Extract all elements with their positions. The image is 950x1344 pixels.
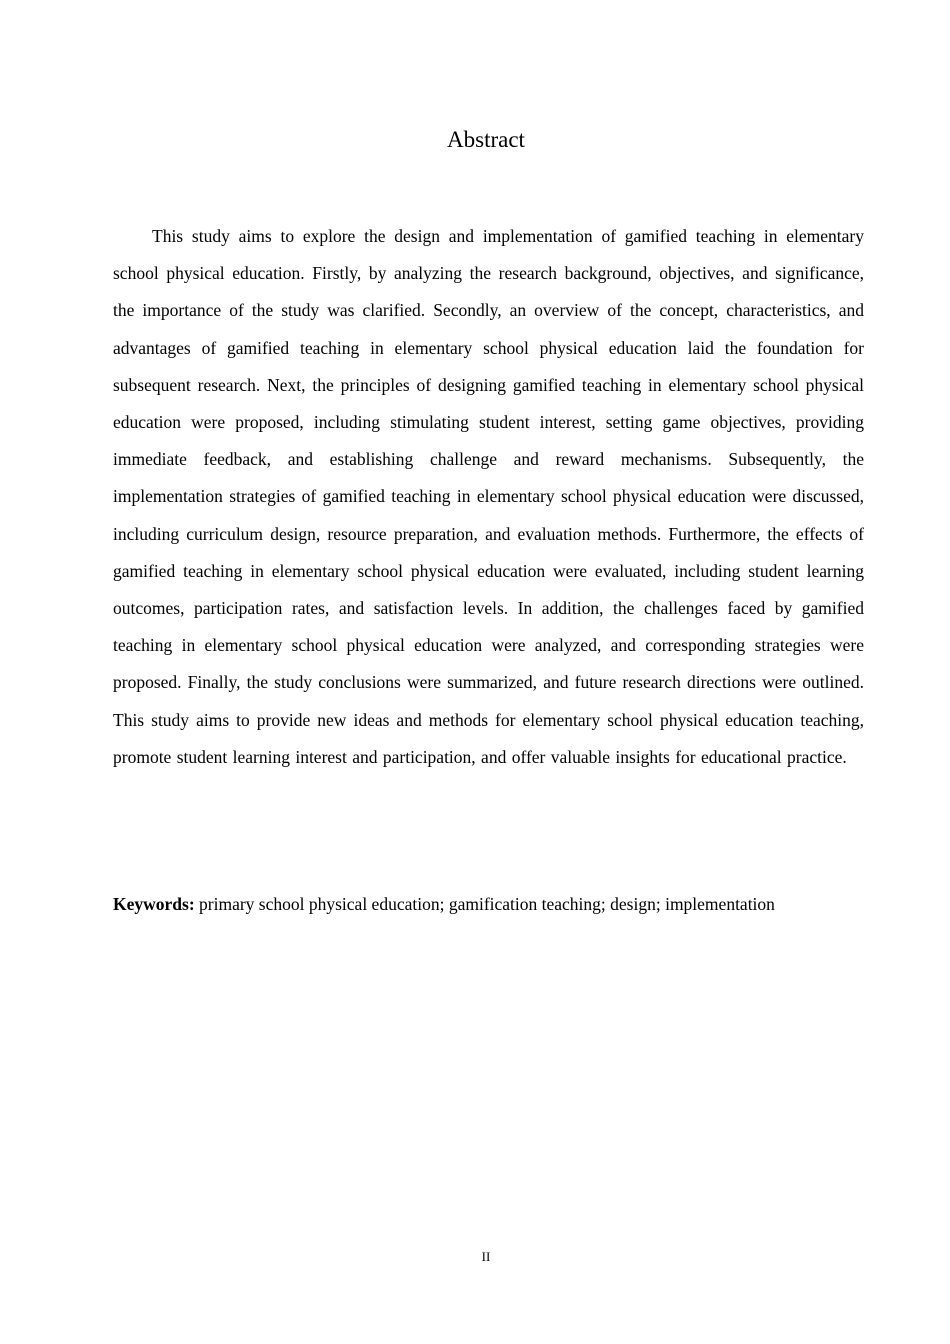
- abstract-body: This study aims to explore the design and implementation of gamified teaching in elementary school physical education. Firstly, by analyzing the research background, objectives, and significance, the importance of the study was clarified. Secondly, an overview of the concept, characteristics, and advantages of gamified teaching in elementary school physical education laid the foundation for subsequent research. Next, the principles of designing gamified teaching in elementary school physical education were proposed, including stimulating student interest, setting game objectives, providing immediate feedback, and establishing challenge and reward mechanisms. Subsequently, the implementation strategies of gamified teaching in elementary school physical education were discussed, including curriculum design, resource preparation, and evaluation methods. Furthermore, the effects of gamified teaching in elementary school physical education were evaluated, including student learning outcomes, participation rates, and satisfaction levels. In addition, the challenges faced by gamified teaching in elementary school physical education were analyzed, and corresponding strategies were proposed. Finally, the study conclusions were summarized, and future research directions were outlined. This study aims to provide new ideas and methods for elementary school physical education teaching, promote student learning interest and participation, and offer valuable insights for educational practice.: [113, 226, 864, 767]
- keywords-label: Keywords:: [113, 894, 195, 914]
- keywords-line: [113, 886, 893, 923]
- page-number: II: [481, 1249, 491, 1264]
- abstract-title: Abstract: [447, 127, 525, 152]
- keywords-text: primary school physical education; gamification teaching; design; implementation: [194, 894, 775, 914]
